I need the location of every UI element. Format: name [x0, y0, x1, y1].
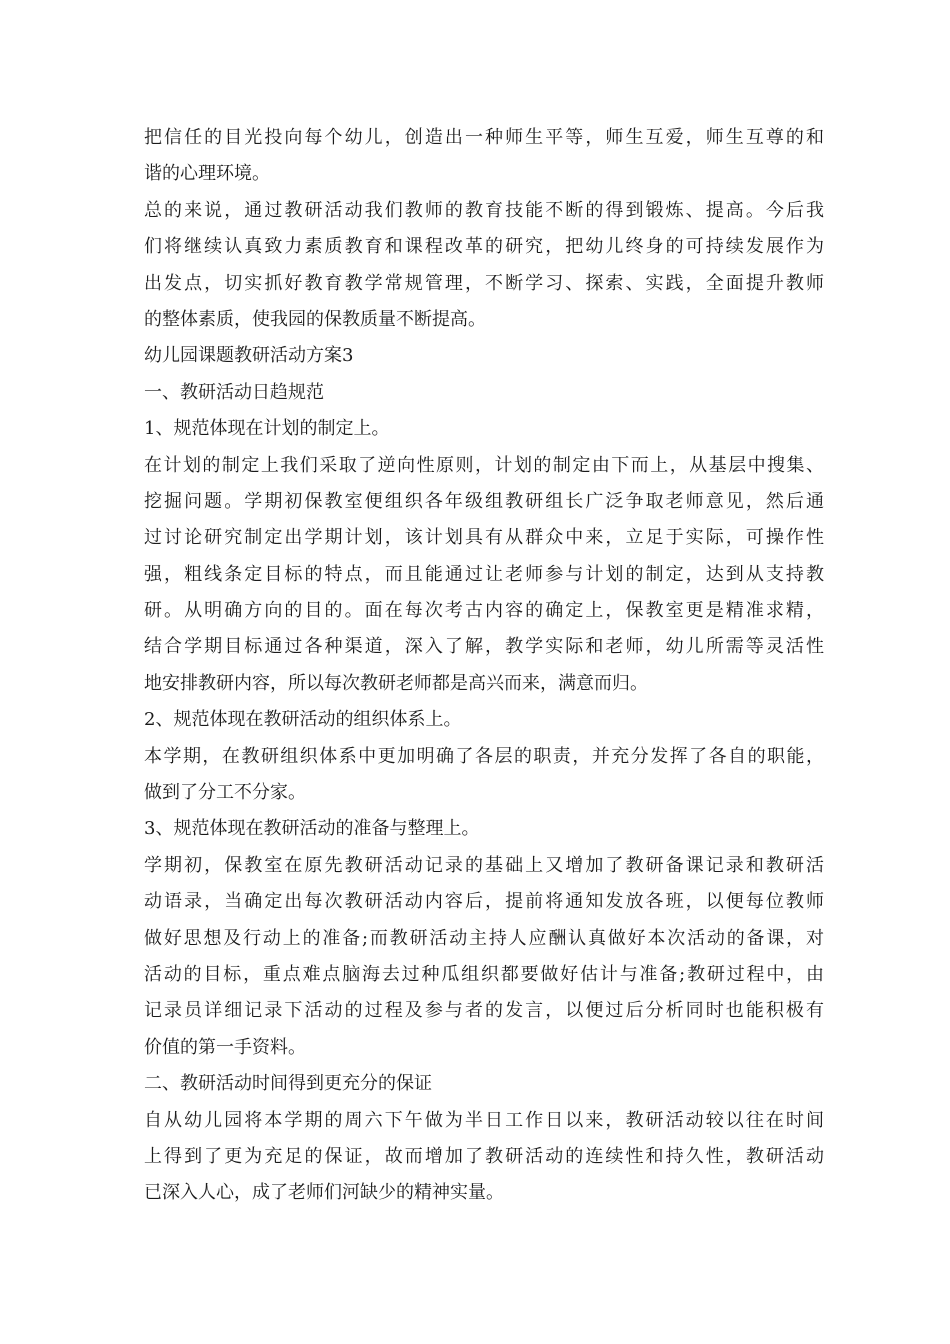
text-line: 已深入人心，成了老师们河缺少的精神实量。: [144, 1182, 504, 1204]
text-line: 活动的目标，重点难点脑海去过种瓜组织都要做好估计与准备;教研过程中，由: [144, 963, 824, 985]
text-line: 谐的心理环境。: [144, 163, 270, 185]
text-line: 的整体素质，使我园的保教质量不断提高。: [144, 308, 486, 330]
text-line: 动语录，当确定出每次教研活动内容后，提前将通知发放各班，以便每位教师: [144, 891, 824, 913]
text-line: 2、规范体现在教研活动的组织体系上。: [144, 709, 462, 731]
text-line: 在计划的制定上我们采取了逆向性原则，计划的制定由下而上，从基层中搜集、: [144, 454, 824, 476]
text-line: 过讨论研究制定出学期计划，该计划具有从群众中来，立足于实际，可操作性: [144, 527, 824, 549]
text-line: 做到了分工不分家。: [144, 782, 306, 804]
text-line: 一、教研活动日趋规范: [144, 381, 324, 403]
text-line: 学期初，保教室在原先教研活动记录的基础上又增加了教研备课记录和教研活: [144, 854, 824, 876]
text-line: 研。从明确方向的目的。面在每次考古内容的确定上，保教室更是精准求精，: [144, 600, 824, 622]
text-line: 总的来说，通过教研活动我们教师的教育技能不断的得到锻炼、提高。今后我: [144, 199, 824, 221]
text-line: 1、规范体现在计划的制定上。: [144, 418, 390, 440]
document-body: [144, 120, 824, 1212]
text-line: 价值的第一手资料。: [144, 1036, 306, 1058]
text-line: 强，粗线条定目标的特点，而且能通过让老师参与计划的制定，达到从支持教: [144, 563, 824, 585]
text-line: 出发点，切实抓好教育教学常规管理，不断学习、探索、实践，全面提升教师: [144, 272, 824, 294]
text-line: 二、教研活动时间得到更充分的保证: [144, 1073, 432, 1095]
text-line: 幼儿园课题教研活动方案3: [144, 345, 354, 367]
text-line: 们将继续认真致力素质教育和课程改革的研究，把幼儿终身的可持续发展作为: [144, 236, 824, 258]
text-line: 把信任的目光投向每个幼儿，创造出一种师生平等，师生互爱，师生互尊的和: [144, 127, 824, 148]
text-line: 3、规范体现在教研活动的准备与整理上。: [144, 818, 480, 840]
text-line: 挖掘问题。学期初保教室便组织各年级组教研组长广泛争取老师意见，然后通: [144, 490, 824, 512]
text-line: 结合学期目标通过各种渠道，深入了解，教学实际和老师，幼儿所需等灵活性: [144, 636, 824, 658]
text-line: 自从幼儿园将本学期的周六下午做为半日工作日以来，教研活动较以往在时间: [144, 1109, 824, 1131]
text-line: 上得到了更为充足的保证，故而增加了教研活动的连续性和持久性，教研活动: [144, 1145, 824, 1167]
text-line: 做好思想及行动上的准备;而教研活动主持人应酬认真做好本次活动的备课，对: [144, 927, 824, 949]
text-line: 本学期，在教研组织体系中更加明确了各层的职责，并充分发挥了各自的职能，: [144, 745, 824, 767]
text-line: 地安排教研内容，所以每次教研老师都是高兴而来，满意而归。: [144, 672, 648, 694]
text-line: 记录员详细记录下活动的过程及参与者的发言，以便过后分析同时也能积极有: [144, 1000, 824, 1022]
